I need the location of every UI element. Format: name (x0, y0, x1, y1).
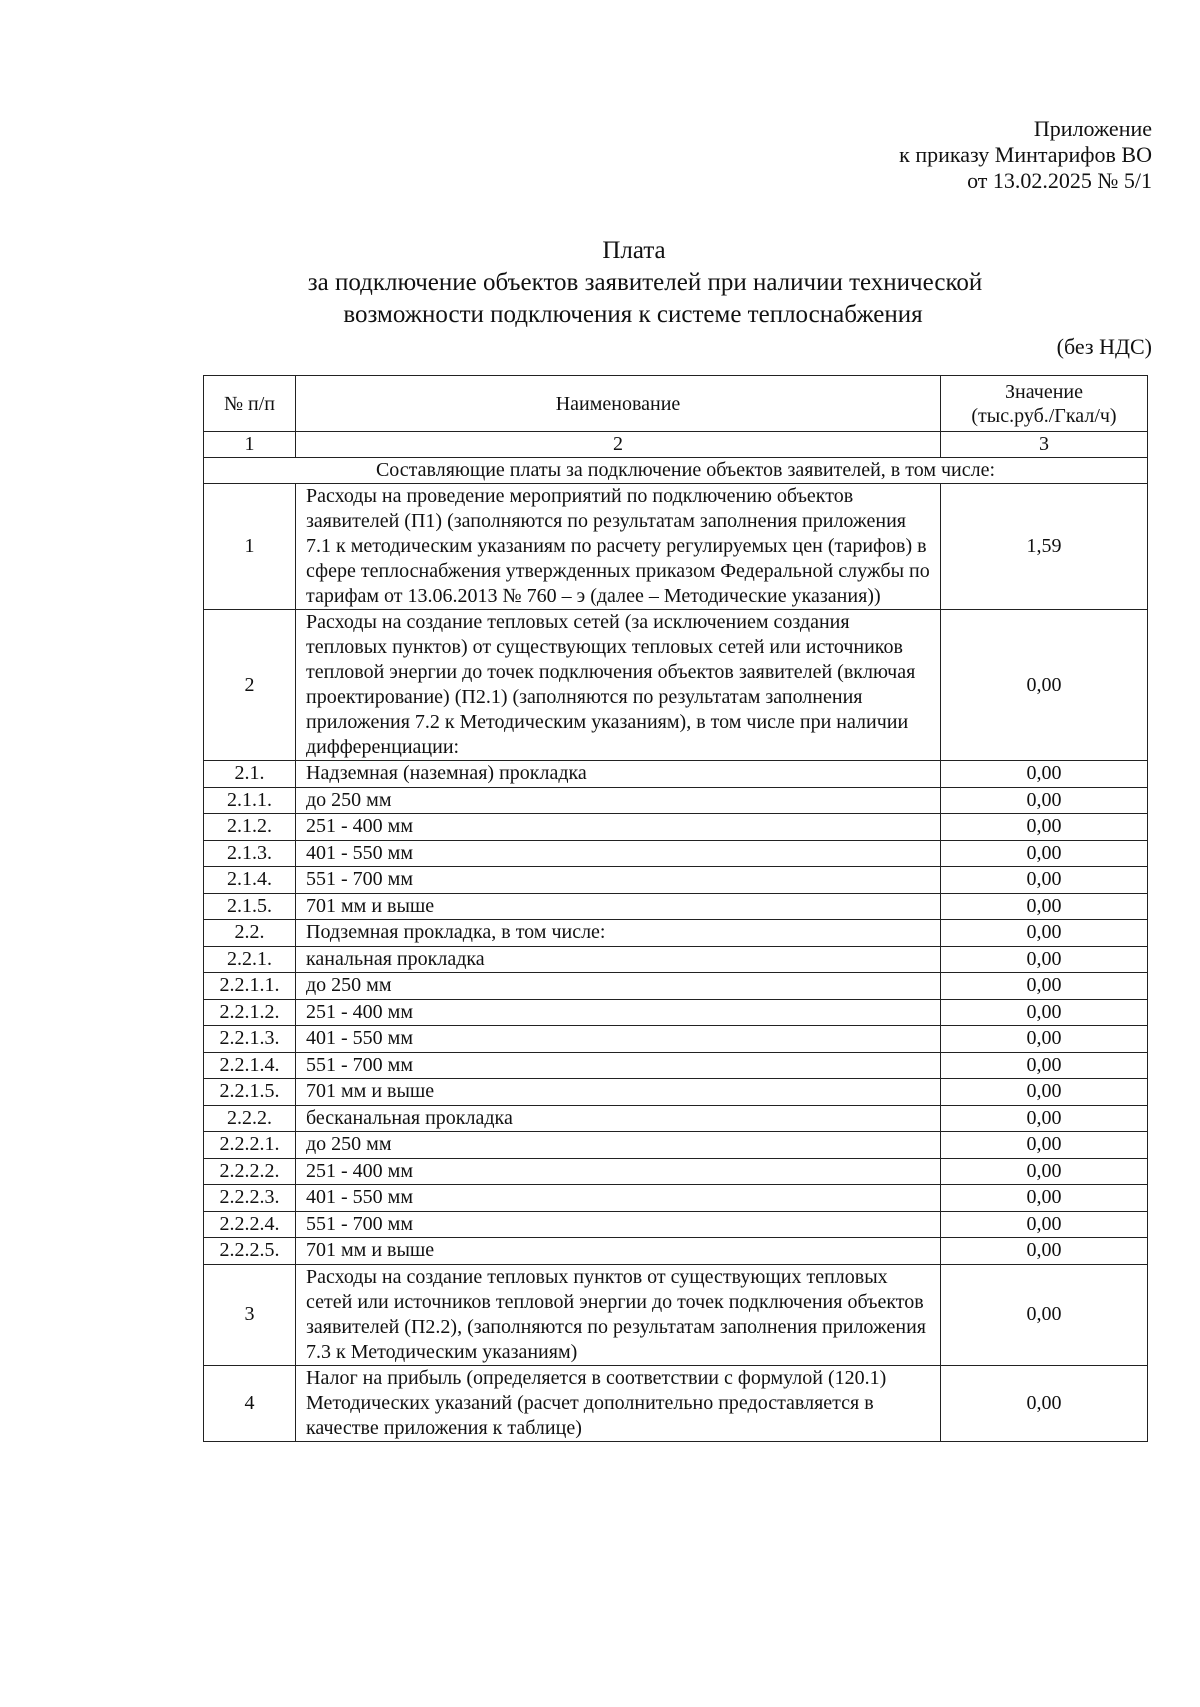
header-value-title: Значение (1004, 380, 1084, 403)
table-row (204, 893, 1148, 920)
header-order-date: от 13.02.2025 № 5/1 (967, 168, 1152, 193)
row-value: 0,00 (941, 1211, 1148, 1238)
row-number: 2.1.2. (204, 814, 296, 841)
row-value: 0,00 (941, 1105, 1148, 1132)
row-value: 0,00 (941, 814, 1148, 841)
header-value (941, 376, 1148, 432)
section-title: Составляющие платы за подключение объектов заявителей, в том числе: (204, 458, 1148, 484)
row-value: 0,00 (941, 946, 1148, 973)
row-name: 551 - 700 мм (296, 867, 941, 894)
row-name: канальная прокладка (296, 946, 941, 973)
table-row (204, 1132, 1148, 1159)
row-number: 2.2.2.1. (204, 1132, 296, 1159)
row-name: 401 - 550 мм (296, 1185, 941, 1212)
row-number: 2.2.2.2. (204, 1158, 296, 1185)
row-value: 0,00 (941, 1079, 1148, 1106)
row-name: Налог на прибыль (определяется в соответствии с формулой (120.1) Методических указаний (расчет дополнительно предоставляется в качестве приложения к таблице) (296, 1365, 941, 1441)
row-value: 0,00 (941, 893, 1148, 920)
row-name: бесканальная прокладка (296, 1105, 941, 1132)
row-value: 0,00 (941, 761, 1148, 788)
fee-table (203, 375, 1148, 1442)
row-number: 2.2.1.2. (204, 999, 296, 1026)
table-row (204, 1158, 1148, 1185)
title-main: Плата (602, 237, 666, 264)
row-value: 0,00 (941, 867, 1148, 894)
row-name: Расходы на создание тепловых сетей (за исключением создания тепловых пунктов) от существующих тепловых сетей или источников тепловой энергии до точек подключения объектов заявителей (включая проектирование) (П2.1) (заполняются по результатам заполнения приложения 7.2 к Методическим указаниям), в том числе при наличии дифференциации: (296, 610, 941, 761)
row-name: 551 - 700 мм (296, 1052, 941, 1079)
row-number: 2 (204, 610, 296, 761)
row-number: 2.2.2.3. (204, 1185, 296, 1212)
header-name: Наименование (296, 376, 941, 432)
row-number: 2.1. (204, 761, 296, 788)
row-number: 4 (204, 1365, 296, 1441)
row-value: 1,59 (941, 484, 1148, 610)
row-value: 0,00 (941, 1158, 1148, 1185)
header-num: № п/п (204, 376, 296, 432)
row-value: 0,00 (941, 920, 1148, 947)
row-value: 0,00 (941, 787, 1148, 814)
column-index: 1 (204, 432, 296, 458)
row-name: 251 - 400 мм (296, 1158, 941, 1185)
table-row (204, 610, 1148, 761)
table-row (204, 484, 1148, 610)
vat-note: (без НДС) (1056, 334, 1152, 359)
row-name: до 250 мм (296, 973, 941, 1000)
title-subtitle-2: возможности подключения к системе теплоснабжения (343, 301, 923, 328)
row-name: 251 - 400 мм (296, 814, 941, 841)
table-row (204, 946, 1148, 973)
row-value: 0,00 (941, 840, 1148, 867)
row-value: 0,00 (941, 1185, 1148, 1212)
row-number: 2.2.1.3. (204, 1026, 296, 1053)
row-name: Надземная (наземная) прокладка (296, 761, 941, 788)
header-value-unit: (тыс.руб./Гкал/ч) (971, 404, 1117, 427)
row-value: 0,00 (941, 973, 1148, 1000)
table-row (204, 1238, 1148, 1265)
row-value: 0,00 (941, 1264, 1148, 1365)
table-row (204, 1211, 1148, 1238)
column-index: 2 (296, 432, 941, 458)
row-number: 2.2.2.4. (204, 1211, 296, 1238)
row-value: 0,00 (941, 1132, 1148, 1159)
row-value: 0,00 (941, 999, 1148, 1026)
title-subtitle-1: за подключение объектов заявителей при наличии технической (307, 269, 983, 296)
row-value: 0,00 (941, 1238, 1148, 1265)
table-row (204, 1365, 1148, 1441)
table-header-row (204, 376, 1148, 432)
document-header (899, 116, 1152, 194)
row-value: 0,00 (941, 1026, 1148, 1053)
table-row (204, 814, 1148, 841)
row-number: 1 (204, 484, 296, 610)
row-value: 0,00 (941, 1052, 1148, 1079)
row-name: 701 мм и выше (296, 893, 941, 920)
row-number: 2.2.1.4. (204, 1052, 296, 1079)
row-name: до 250 мм (296, 1132, 941, 1159)
table-row (204, 1052, 1148, 1079)
table-row (204, 787, 1148, 814)
table-row (204, 761, 1148, 788)
row-name: Расходы на проведение мероприятий по подключению объектов заявителей (П1) (заполняются по результатам заполнения приложения 7.1 к методическим указаниям по расчету регулируемых цен (тарифов) в сфере теплоснабжения утвержденных приказом Федеральной службы по тарифам от 13.06.2013 № 760 – э (далее – Методические указания)) (296, 484, 941, 610)
row-value: 0,00 (941, 610, 1148, 761)
row-number: 2.1.1. (204, 787, 296, 814)
row-number: 2.2.2.5. (204, 1238, 296, 1265)
table-row (204, 1105, 1148, 1132)
row-name: Расходы на создание тепловых пунктов от существующих тепловых сетей или источников тепловой энергии до точек подключения объектов заявителей (П2.2), (заполняются по результатам заполнения приложения 7.3 к Методическим указаниям) (296, 1264, 941, 1365)
row-name: 251 - 400 мм (296, 999, 941, 1026)
header-appendix: Приложение (1033, 116, 1152, 141)
row-number: 2.1.3. (204, 840, 296, 867)
row-value: 0,00 (941, 1365, 1148, 1441)
document-title (0, 235, 1200, 331)
row-name: 401 - 550 мм (296, 1026, 941, 1053)
header-order-ref: к приказу Минтарифов ВО (899, 142, 1152, 167)
column-index-row (204, 432, 1148, 458)
row-name: 401 - 550 мм (296, 840, 941, 867)
table-row (204, 1026, 1148, 1053)
row-number: 2.2.1.5. (204, 1079, 296, 1106)
row-number: 2.1.4. (204, 867, 296, 894)
section-row (204, 458, 1148, 484)
row-number: 2.2.2. (204, 1105, 296, 1132)
table-row (204, 1079, 1148, 1106)
row-name: Подземная прокладка, в том числе: (296, 920, 941, 947)
table-row (204, 920, 1148, 947)
table-row (204, 999, 1148, 1026)
row-number: 2.1.5. (204, 893, 296, 920)
row-name: 701 мм и выше (296, 1238, 941, 1265)
table-row (204, 1264, 1148, 1365)
table-row (204, 867, 1148, 894)
table-row (204, 973, 1148, 1000)
table-row (204, 840, 1148, 867)
row-number: 2.2.1.1. (204, 973, 296, 1000)
table-row (204, 1185, 1148, 1212)
row-number: 2.2. (204, 920, 296, 947)
row-name: 551 - 700 мм (296, 1211, 941, 1238)
row-number: 3 (204, 1264, 296, 1365)
row-number: 2.2.1. (204, 946, 296, 973)
row-name: 701 мм и выше (296, 1079, 941, 1106)
column-index: 3 (941, 432, 1148, 458)
row-name: до 250 мм (296, 787, 941, 814)
